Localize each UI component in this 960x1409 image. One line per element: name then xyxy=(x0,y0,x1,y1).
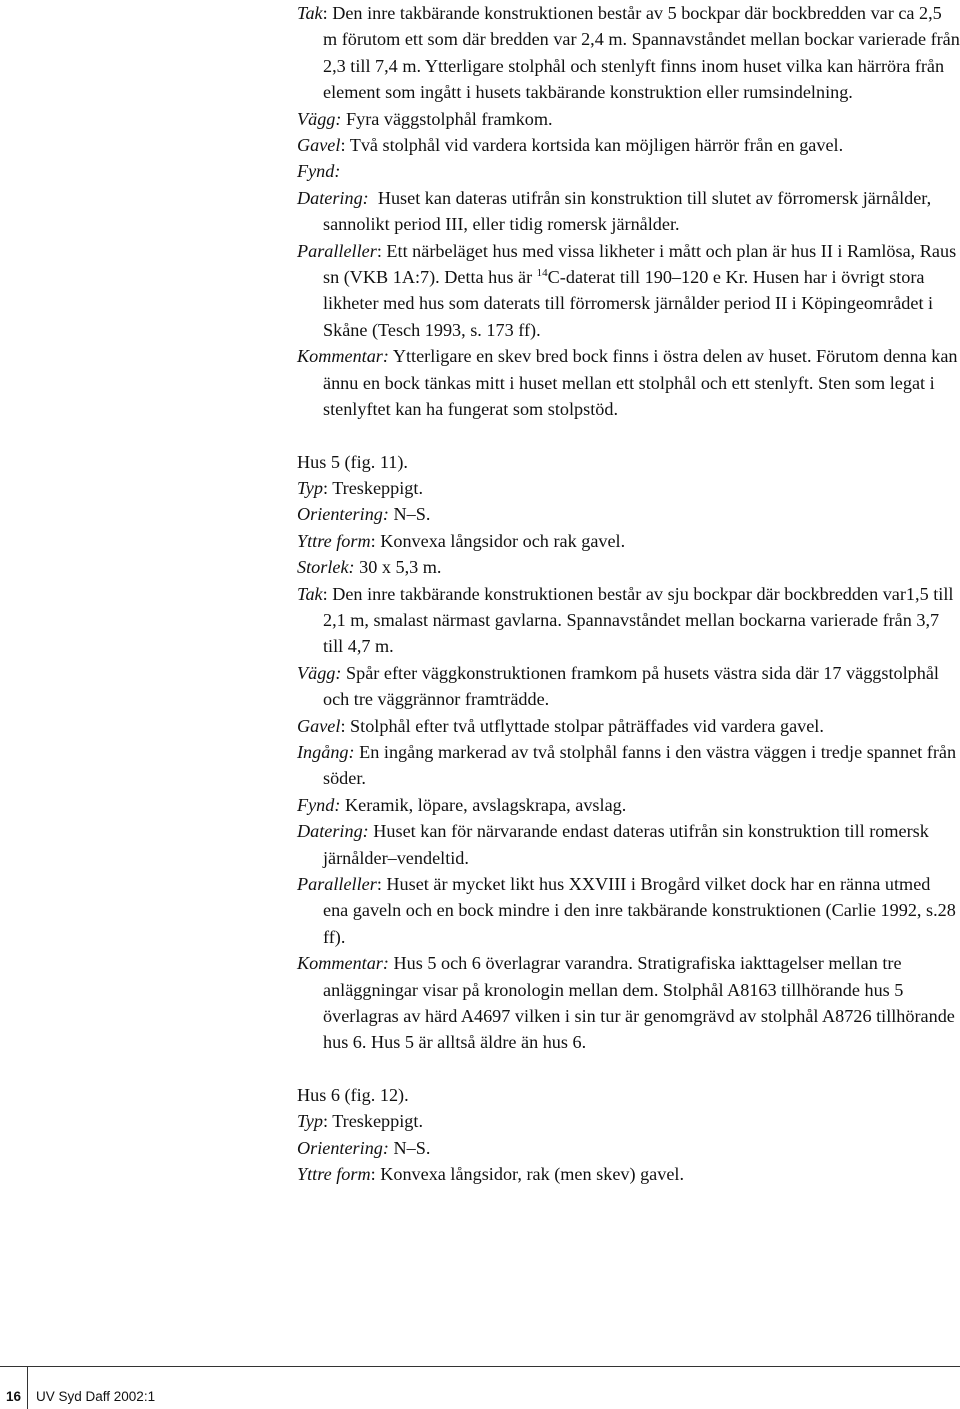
hus5-heading: Hus 5 (fig. 11). xyxy=(297,451,408,472)
footer-separator xyxy=(27,1366,28,1409)
hus5-entry-paralleller xyxy=(297,871,960,950)
hus6-text-orientering: N–S. xyxy=(388,1137,431,1158)
entry-datering xyxy=(297,185,960,238)
label-paralleller: Paralleller xyxy=(297,240,377,261)
hus5-label-orientering: Orientering: xyxy=(297,504,389,525)
hus5-label-gavel: Gavel xyxy=(297,715,341,736)
label-vagg: Vägg: xyxy=(297,108,342,129)
hus5-label-ingang: Ingång: xyxy=(297,741,355,762)
hus5-entry-tak xyxy=(297,581,960,660)
hus6-entry-yttre xyxy=(297,1161,960,1187)
label-gavel: Gavel xyxy=(297,135,341,156)
hus6-label-yttre: Yttre form xyxy=(297,1164,371,1185)
hus6-text-typ: : Treskeppigt. xyxy=(322,1111,423,1132)
entry-vagg xyxy=(297,106,960,132)
hus5-label-datering: Datering: xyxy=(297,821,369,842)
hus5-label-tak: Tak xyxy=(297,583,323,604)
hus5-entry-typ xyxy=(297,475,960,501)
hus5-text-paralleller: : Huset är mycket likt hus XXVIII i Brogård vilket dock har en ränna utmed ena gaveln och en bock mindre i den inre takbärande konstruktionen (Carlie 1992, s.28 ff). xyxy=(323,874,956,947)
entry-fynd xyxy=(297,158,960,184)
hus6-label-typ: Typ xyxy=(297,1111,323,1132)
section-gap xyxy=(297,423,960,449)
hus5-entry-orientering xyxy=(297,501,960,527)
text-tak: : Den inre takbärande konstruktionen består av 5 bockpar där bockbredden var ca 2,5 m förutom ett som där bredden var 2,4 m. Spannavståndet mellan bockar varierade från 2,3 till 7,4 m. Ytterligare stolphål och stenlyft finns inom huset vilka kan härröra från element som ingått i husets takbärande konstruktion eller rumsindelning. xyxy=(322,3,960,103)
entry-gavel xyxy=(297,132,960,158)
entry-paralleller xyxy=(297,238,960,344)
hus5-entry-storlek xyxy=(297,554,960,580)
text-gavel: : Två stolphål vid vardera kortsida kan möjligen härrör från en gavel. xyxy=(340,135,844,156)
hus5-label-vagg: Vägg: xyxy=(297,662,342,683)
hus5-text-ingang: En ingång markerad av två stolphål fanns i den västra väggen i tredje spannet från söder. xyxy=(323,741,957,789)
hus5-entry-fynd xyxy=(297,792,960,818)
hus6-text-yttre: : Konvexa långsidor, rak (men skev) gavel. xyxy=(370,1164,685,1185)
text-paralleller-a: : Ett närbeläget hus med vissa likheter i mått och plan är hus II i Ramlösa, Raus sn (VKB 1A:7). Detta hus är xyxy=(323,240,957,288)
text-datering: Huset kan dateras utifrån sin konstruktion till slutet av förromersk järnålder, sannolikt period III, eller tidig romersk järnålder. xyxy=(323,187,936,235)
hus5-text-vagg: Spår efter väggkonstruktionen framkom på husets västra sida där 17 väggstolphål och tre väggrännor framträdde. xyxy=(323,662,939,710)
label-kommentar: Kommentar: xyxy=(297,346,389,367)
superscript-14: 14 xyxy=(536,267,548,280)
entry-tak xyxy=(297,0,960,106)
hus5-text-fynd: Keramik, löpare, avslagskrapa, avslag. xyxy=(340,794,627,815)
hus5-text-datering: Huset kan för närvarande endast dateras utifrån sin konstruktion till romersk järnålder–vendeltid. xyxy=(323,821,929,868)
text-vagg: Fyra väggstolphål framkom. xyxy=(341,108,553,129)
hus5-label-fynd: Fynd: xyxy=(297,794,341,815)
hus5-entry-datering xyxy=(297,818,960,871)
hus5-label-typ: Typ xyxy=(297,477,323,498)
hus5-label-storlek: Storlek: xyxy=(297,557,355,578)
hus5-text-storlek: 30 x 5,3 m. xyxy=(354,557,442,578)
hus5-text-tak: : Den inre takbärande konstruktionen består av sju bockpar där bockbredden var1,5 till 2,1 m, smalast närmast gavlarna. Spannavståndet mellan bockarna varierade från 3,7 till 4,7 m. xyxy=(322,583,954,657)
hus5-entry-ingang xyxy=(297,739,960,792)
hus5-entry-kommentar xyxy=(297,950,960,1056)
text-paralleller-b: C-daterat till 190–120 e Kr. Husen har i övrigt stora likheter med hus som daterats till förromersk järnålder period II i Köpingeområdet i Skåne (Tesch 1993, s. 173 ff). xyxy=(323,267,934,340)
hus5-label-kommentar: Kommentar: xyxy=(297,953,389,974)
hus6-label-orientering: Orientering: xyxy=(297,1137,389,1158)
entry-kommentar xyxy=(297,343,960,422)
hus5-text-orientering: N–S. xyxy=(388,504,431,525)
label-fynd: Fynd: xyxy=(297,161,341,182)
hus5-entry-vagg xyxy=(297,660,960,713)
hus5-entry-gavel xyxy=(297,713,960,739)
hus5-text-gavel: : Stolphål efter två utflyttade stolpar påträffades vid vardera gavel. xyxy=(340,715,824,736)
hus5-label-paralleller: Paralleller xyxy=(297,874,377,894)
footer-rule xyxy=(0,1366,960,1367)
label-datering: Datering: xyxy=(297,187,369,208)
section-gap xyxy=(297,1056,960,1082)
hus5-text-yttre: : Konvexa långsidor och rak gavel. xyxy=(370,530,626,551)
label-tak: Tak xyxy=(297,3,323,23)
document-body xyxy=(297,0,960,1187)
hus6-entry-orientering xyxy=(297,1135,960,1161)
hus6-entry-typ xyxy=(297,1108,960,1134)
text-kommentar: Ytterligare en skev bred bock finns i östra delen av huset. Förutom denna kan ännu en bock tänkas mitt i huset mellan ett stolphål och ett stenlyft. Sten som legat i stenlyftet kan ha fungerat som stolpstöd. xyxy=(323,346,958,420)
hus5-text-kommentar: Hus 5 och 6 överlagrar varandra. Stratigrafiska iakttagelser mellan tre anläggningar visar på kronologin mellan dem. Stolphål A8163 tillhörande hus 5 överlagras av härd A4697 vilken i sin tur är genomgrävd av stolphål A8726 tillhörande hus 6. Hus 5 är alltså äldre än hus 6. xyxy=(323,953,955,1053)
hus5-label-yttre: Yttre form xyxy=(297,530,371,551)
hus5-text-typ: : Treskeppigt. xyxy=(322,477,423,498)
page-number: 16 xyxy=(6,1389,22,1404)
publication-name: UV Syd Daff 2002:1 xyxy=(36,1389,156,1404)
hus5-entry-yttre xyxy=(297,528,960,554)
hus6-heading: Hus 6 (fig. 12). xyxy=(297,1084,409,1105)
